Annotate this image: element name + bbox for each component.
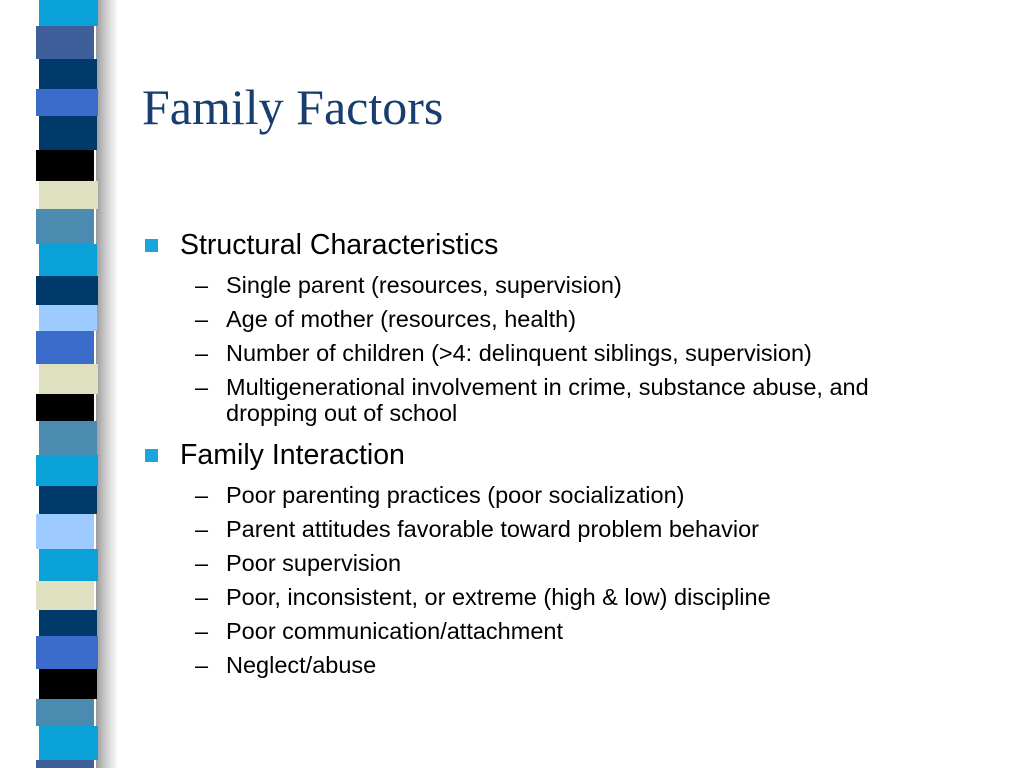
stripe-segment <box>36 455 98 486</box>
list-item-text: Multigenerational involvement in crime, substance abuse, and dropping out of school <box>226 374 869 426</box>
stripe-segment <box>36 89 98 116</box>
dash-icon: – <box>195 618 209 644</box>
slide-content <box>142 222 992 678</box>
list-item-text: Age of mother (resources, health) <box>226 306 577 332</box>
list-item <box>142 374 946 426</box>
stripe-segment <box>39 610 97 636</box>
list-item <box>142 516 946 542</box>
section-heading-structural <box>142 226 992 264</box>
stripe-segment <box>39 421 97 455</box>
stripe-segment <box>39 305 97 331</box>
list-item-text: Poor, inconsistent, or extreme (high & low) discipline <box>226 584 771 610</box>
dash-icon: – <box>195 340 209 366</box>
list-item <box>142 340 946 366</box>
stripe-segment <box>39 549 98 581</box>
stripe-segment <box>39 59 97 89</box>
stripe-segment <box>36 394 94 421</box>
list-item-text: Single parent (resources, supervision) <box>226 272 622 298</box>
stripe-segment <box>36 581 94 610</box>
dash-icon: – <box>195 306 209 332</box>
list-item-text: Poor supervision <box>226 550 402 576</box>
stripe-segment <box>39 116 97 150</box>
list-item <box>142 272 946 298</box>
stripe-segment <box>36 209 94 244</box>
list-item-text: Parent attitudes favorable toward problem behavior <box>226 516 759 542</box>
decorative-stripe <box>36 0 98 768</box>
stripe-segment <box>36 150 94 181</box>
list-item-text: Poor communication/attachment <box>226 618 563 644</box>
stripe-segment <box>39 0 98 26</box>
list-item <box>142 550 946 576</box>
stripe-segment <box>36 514 94 549</box>
list-item <box>142 306 946 332</box>
list-item <box>142 618 946 644</box>
stripe-segment <box>36 26 94 59</box>
square-bullet-icon <box>145 449 158 462</box>
stripe-segment <box>39 244 97 276</box>
stripe-segment <box>36 331 94 364</box>
section-heading-label: Family Interaction <box>180 439 405 471</box>
square-bullet-icon <box>145 239 158 252</box>
dash-icon: – <box>195 482 209 508</box>
dash-icon: – <box>195 584 209 610</box>
dash-icon: – <box>195 516 209 542</box>
list-item-text: Poor parenting practices (poor socialization) <box>226 482 685 508</box>
list-item <box>142 652 946 678</box>
stripe-segment <box>39 726 98 760</box>
slide-title: Family Factors <box>142 79 444 135</box>
dash-icon: – <box>195 374 209 400</box>
list-item-text: Neglect/abuse <box>226 652 377 678</box>
section-heading-label: Structural Characteristics <box>180 229 499 261</box>
stripe-segment <box>36 276 98 305</box>
dash-icon: – <box>195 550 209 576</box>
stripe-segment <box>36 636 98 669</box>
stripe-segment <box>39 181 98 209</box>
dash-icon: – <box>195 652 209 678</box>
list-item-text: Number of children (>4: delinquent siblings, supervision) <box>226 340 812 366</box>
section-heading-interaction <box>142 436 992 474</box>
list-item <box>142 482 946 508</box>
stripe-segment <box>39 486 97 514</box>
list-item <box>142 584 946 610</box>
decorative-stripe-shadow <box>96 0 118 768</box>
stripe-segment <box>39 364 98 394</box>
dash-icon: – <box>195 272 209 298</box>
stripe-segment <box>36 699 94 726</box>
stripe-segment <box>39 669 97 699</box>
stripe-segment <box>36 760 94 768</box>
